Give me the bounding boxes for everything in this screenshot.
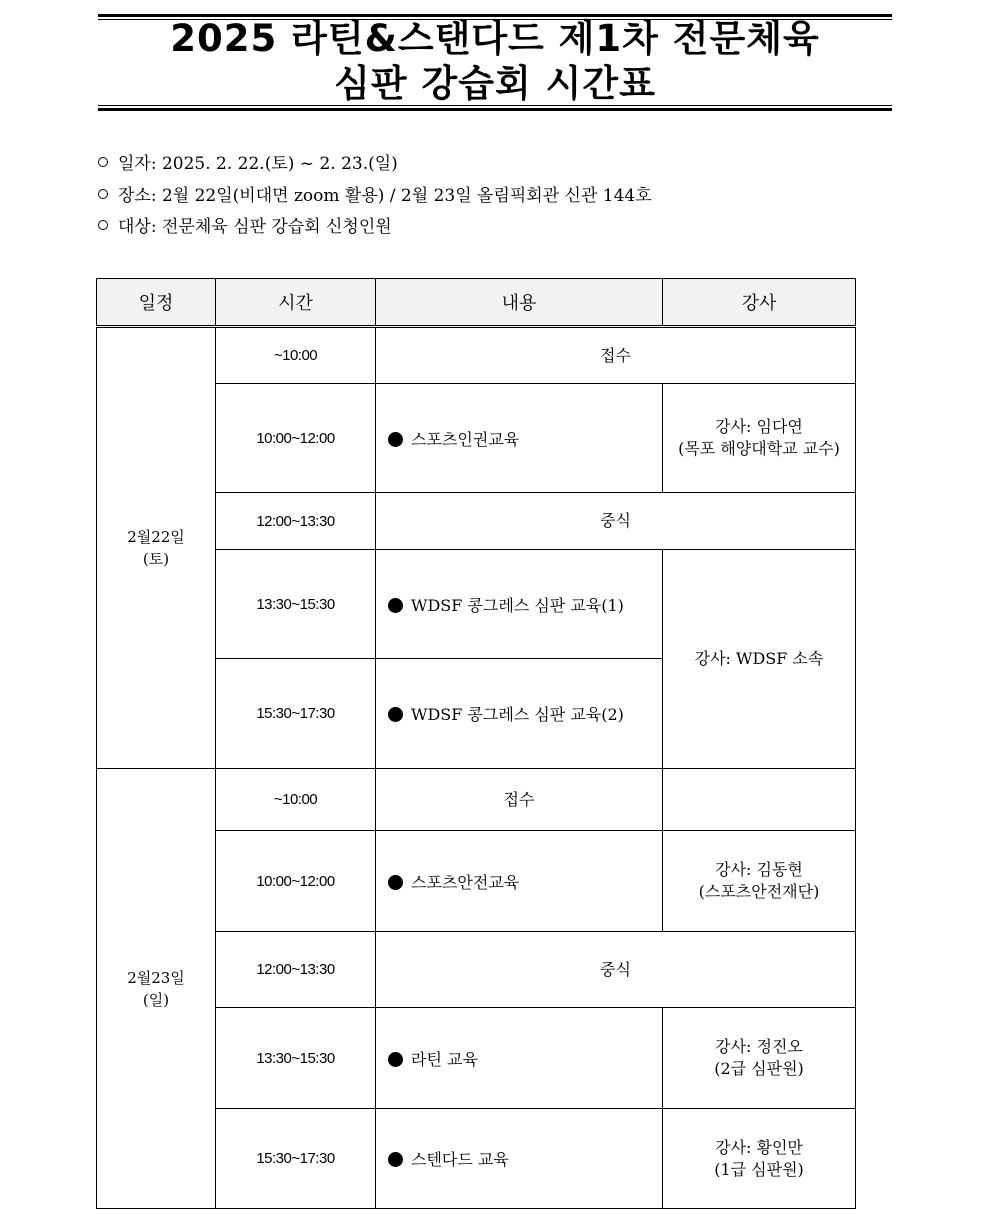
time-cell: 13:30~15:30 bbox=[216, 1008, 376, 1109]
content-cell bbox=[376, 384, 663, 493]
info-place bbox=[98, 184, 652, 208]
filled-circle-icon bbox=[388, 432, 403, 447]
time-cell: 13:30~15:30 bbox=[216, 550, 376, 659]
info-date bbox=[98, 152, 398, 176]
header-content: 내용 bbox=[376, 279, 663, 327]
time-cell: 12:00~13:30 bbox=[216, 493, 376, 550]
content-text: WDSF 콩그레스 심판 교육(2) bbox=[411, 705, 624, 724]
lecturer-affiliation: (스포츠안전재단) bbox=[698, 882, 820, 901]
table-row bbox=[97, 327, 856, 384]
table-header-row bbox=[97, 279, 856, 327]
content-text: 스포츠인권교육 bbox=[411, 429, 520, 449]
circle-bullet-icon bbox=[98, 189, 108, 199]
lecturer-cell bbox=[663, 831, 856, 932]
content-cell bbox=[376, 550, 663, 659]
info-date-text: 일자: 2025. 2. 22.(토) ~ 2. 23.(일) bbox=[118, 154, 398, 174]
header-schedule: 일정 bbox=[97, 279, 216, 327]
time-cell: 10:00~12:00 bbox=[216, 384, 376, 493]
title-rule-bottom-thin bbox=[98, 105, 892, 106]
document-title bbox=[98, 14, 892, 112]
content-text: 라틴 교육 bbox=[411, 1049, 478, 1069]
info-target-text: 대상: 전문체육 심판 강습회 신청인원 bbox=[118, 217, 392, 237]
day1-weekday: (토) bbox=[142, 550, 170, 568]
content-text: 스포츠안전교육 bbox=[411, 872, 520, 892]
filled-circle-icon bbox=[388, 1052, 403, 1067]
lecturer-name: 강사: 정진오 bbox=[715, 1037, 803, 1056]
day1-date: 2월22일 bbox=[127, 528, 185, 546]
day2-cell bbox=[97, 769, 216, 1209]
table-row bbox=[97, 769, 856, 831]
lecturer-cell-empty bbox=[663, 769, 856, 831]
lecturer-cell bbox=[663, 384, 856, 493]
time-cell: ~10:00 bbox=[216, 769, 376, 831]
filled-circle-icon bbox=[388, 598, 403, 613]
content-cell: 중식 bbox=[376, 493, 856, 550]
lecturer-affiliation: (2급 심판원) bbox=[714, 1059, 804, 1078]
title-line-1: 2025 라틴&스탠다드 제1차 전문체육 bbox=[170, 17, 820, 60]
content-cell: 접수 bbox=[376, 327, 856, 384]
filled-circle-icon bbox=[388, 707, 403, 722]
content-text: WDSF 콩그레스 심판 교육(1) bbox=[411, 595, 624, 615]
lecturer-name: 강사: 김동현 bbox=[715, 860, 803, 879]
time-cell: 15:30~17:30 bbox=[216, 1109, 376, 1209]
time-cell: ~10:00 bbox=[216, 327, 376, 384]
lecturer-affiliation: (목포 해양대학교 교수) bbox=[678, 439, 840, 458]
circle-bullet-icon bbox=[98, 220, 108, 230]
time-cell: 15:30~17:30 bbox=[216, 659, 376, 769]
day2-weekday: (일) bbox=[142, 990, 170, 1009]
schedule-table bbox=[96, 278, 856, 1209]
content-cell: 접수 bbox=[376, 769, 663, 831]
lecturer-cell bbox=[663, 1109, 856, 1209]
title-rule-bottom bbox=[98, 108, 892, 111]
lecturer-cell bbox=[663, 1008, 856, 1109]
content-cell bbox=[376, 1109, 663, 1209]
title-line-2: 심판 강습회 시간표 bbox=[334, 62, 656, 105]
header-lecturer: 강사 bbox=[663, 279, 856, 327]
day1-cell bbox=[97, 327, 216, 769]
time-cell: 10:00~12:00 bbox=[216, 831, 376, 932]
lecturer-cell: 강사: WDSF 소속 bbox=[663, 550, 856, 769]
content-cell bbox=[376, 831, 663, 932]
header-time: 시간 bbox=[216, 279, 376, 327]
day2-date: 2월23일 bbox=[127, 968, 185, 987]
lecturer-name: 강사: 황인만 bbox=[715, 1137, 803, 1157]
circle-bullet-icon bbox=[98, 157, 108, 167]
content-text: 스텐다드 교육 bbox=[411, 1150, 509, 1169]
filled-circle-icon bbox=[388, 875, 403, 890]
content-cell bbox=[376, 1008, 663, 1109]
lecturer-name: 강사: 임다연 bbox=[715, 417, 803, 436]
content-cell bbox=[376, 659, 663, 769]
info-place-text: 장소: 2월 22일(비대면 zoom 활용) / 2월 23일 올림픽회관 신관 144호 bbox=[118, 186, 652, 206]
time-cell: 12:00~13:30 bbox=[216, 932, 376, 1008]
filled-circle-icon bbox=[388, 1152, 403, 1167]
info-target bbox=[98, 215, 392, 239]
lecturer-affiliation: (1급 심판원) bbox=[714, 1159, 804, 1179]
content-cell: 중식 bbox=[376, 932, 856, 1008]
